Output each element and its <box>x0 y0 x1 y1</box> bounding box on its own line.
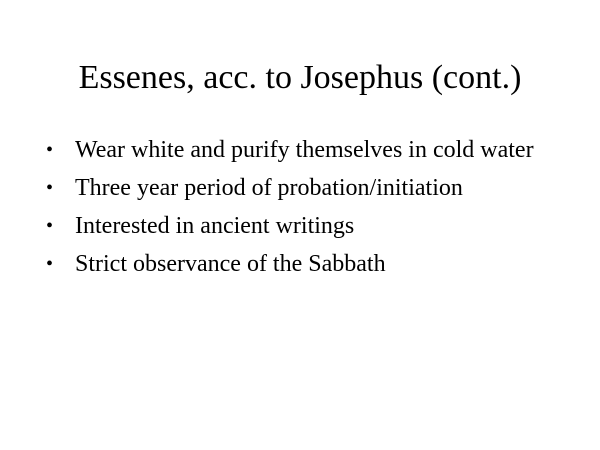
bullet-text: Strict observance of the Sabbath <box>75 251 386 277</box>
bullet-text: Interested in ancient writings <box>75 213 355 239</box>
bullet-list <box>44 136 564 288</box>
bullet-icon: • <box>46 139 54 161</box>
bullet-text: Wear white and purify themselves in cold water <box>75 137 534 163</box>
list-item <box>44 212 564 241</box>
bullet-icon: • <box>46 215 54 237</box>
list-item <box>44 174 564 203</box>
bullet-icon: • <box>46 177 54 199</box>
list-item <box>44 250 564 279</box>
bullet-icon: • <box>46 253 54 275</box>
slide-title: Essenes, acc. to Josephus (cont.) <box>78 59 522 96</box>
bullet-text: Three year period of probation/initiation <box>75 175 463 201</box>
list-item <box>44 136 564 165</box>
